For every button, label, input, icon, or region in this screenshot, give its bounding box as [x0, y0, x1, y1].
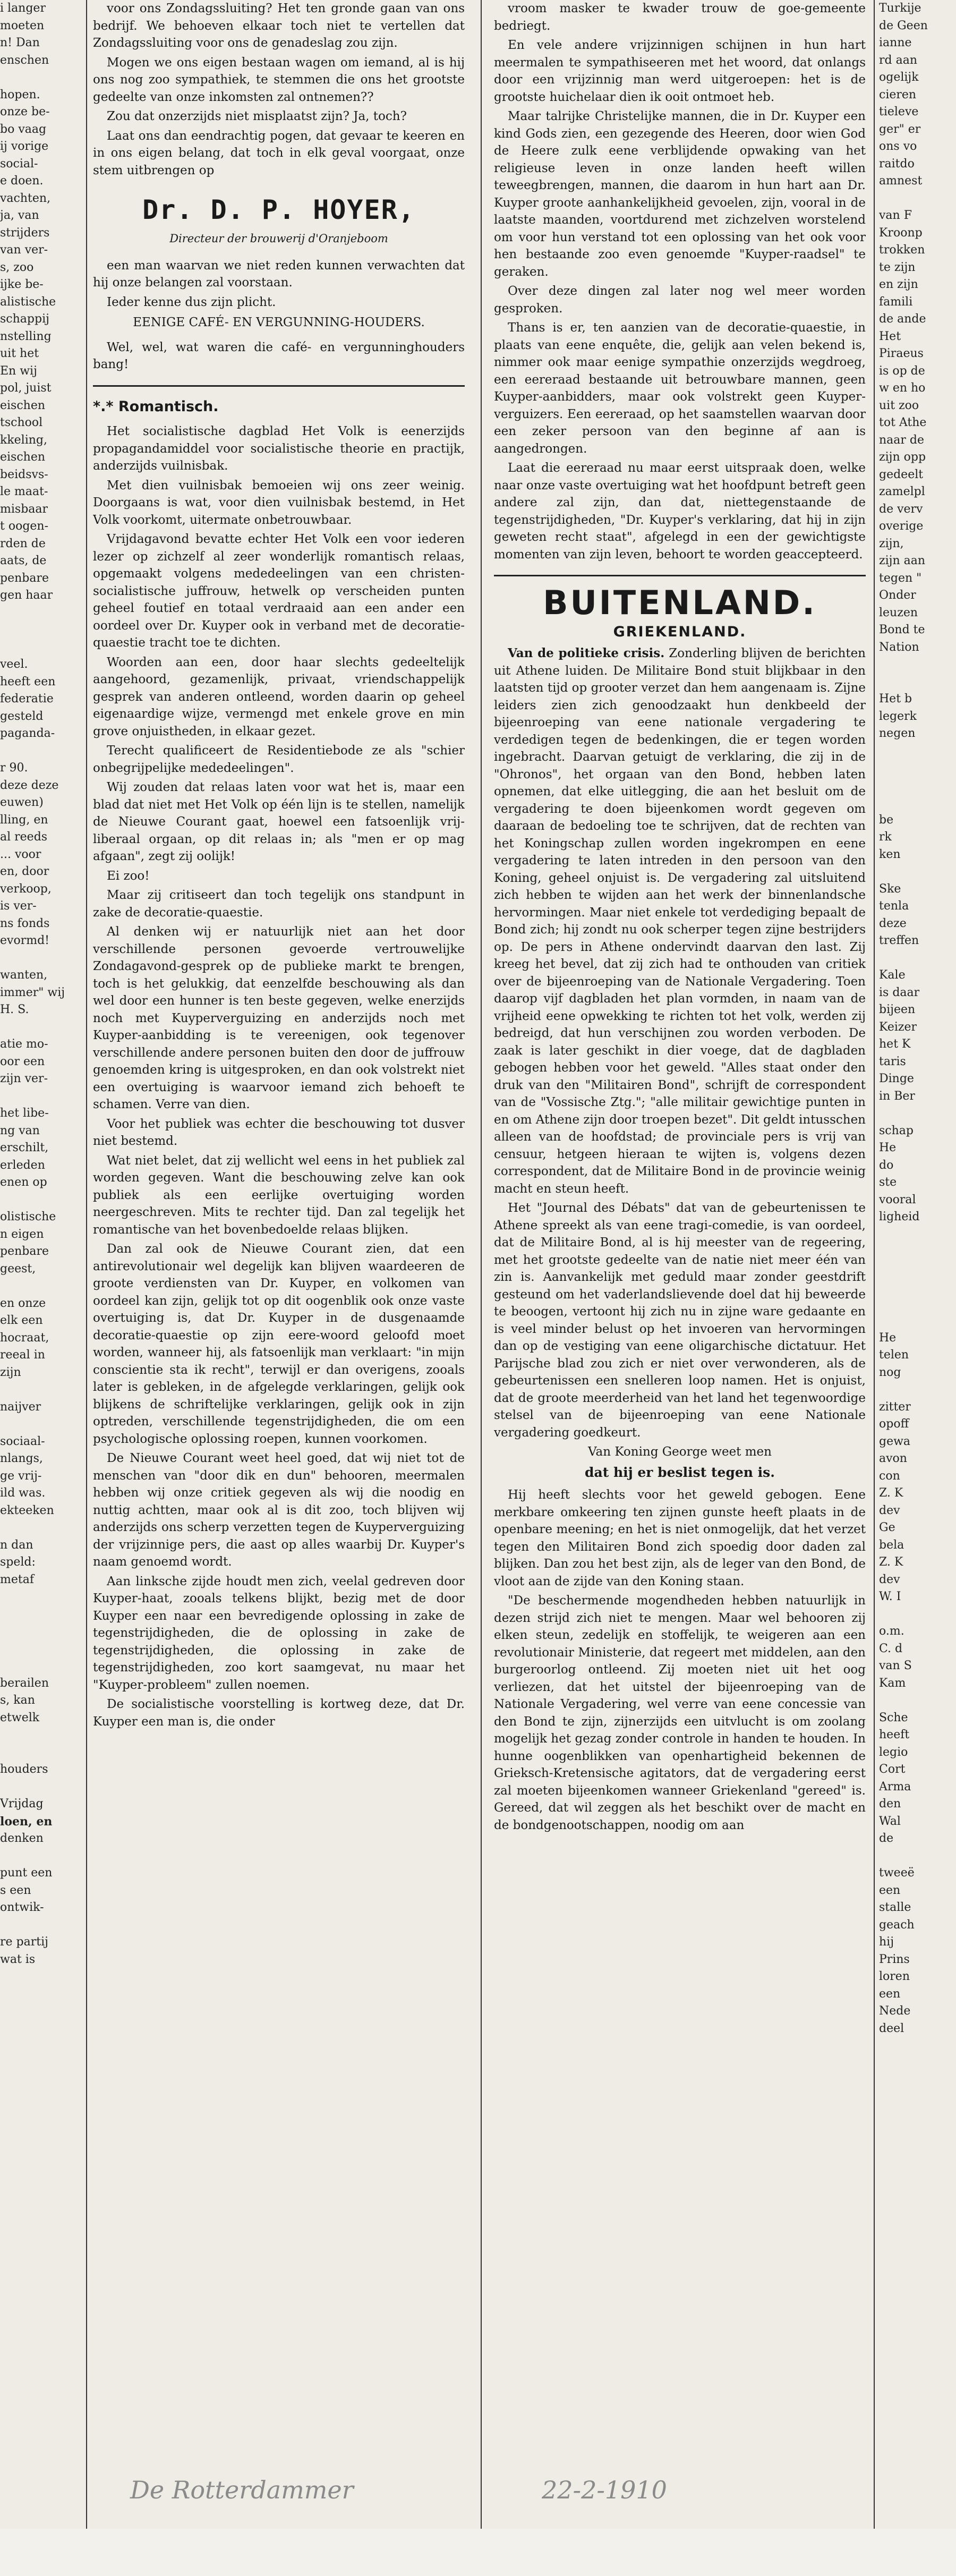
strip-line: van F	[879, 209, 912, 222]
strip-line: s, kan	[0, 1694, 35, 1707]
strip-line: gewa	[879, 1434, 911, 1448]
strip-line	[0, 1519, 85, 1537]
strip-line: Nation	[879, 640, 919, 654]
column-one	[93, 0, 465, 1732]
paragraph: De Nieuwe Courant weet heel goed, dat wij niet tot de menschen van "door dik en dun" behooren, meermalen hebben wij onze critiek gegeven als wij die noodig en nuttig achtten, maar ook al is dit zoo, toch blijven wij anderzijds ons scherp verzetten tegen de Kuyperverguizing der vrijzinnige pers, die aast op alles waarbij Dr. Kuyper's naam genoemd wordt.	[93, 1451, 465, 1569]
column-rule-right	[874, 0, 875, 2529]
strip-line: cieren	[879, 88, 917, 101]
strip-line: berailen	[0, 1676, 49, 1690]
strip-line: rk	[879, 830, 892, 844]
strip-line: tot Athe	[879, 416, 927, 429]
country-heading: GRIEKENLAND.	[613, 623, 747, 640]
paragraph: Wij zouden dat relaas laten voor wat het is, maar een blad dat niet met Het Volk op één lijn is te stellen, namelijk de Nieuwe Courant gaat, hoewel een fatsoenlijk vrij-liberaal orgaan, op dit relaas in; als "men er op mag afgaan", zegt zij oolijk!	[93, 780, 465, 863]
strip-line: van ver-	[0, 243, 48, 257]
strip-line: hopen.	[0, 88, 40, 101]
strip-line: Ske	[879, 882, 901, 896]
strip-line: ng van	[0, 1124, 40, 1137]
paragraph: Woorden aan een, door haar slechts gedeeltelijk aangehoord, gezamenlijk, privaat, vriendschappelijk gesprek van anderen ontleend, worden daarin op geheel eigenaardige wijze, vermengd met enkele grove en min grove onjuistheden, in elkaar gezet.	[93, 655, 465, 738]
strip-line	[879, 1295, 956, 1313]
strip-line	[0, 950, 85, 967]
paragraph: De socialistische voorstelling is kortweg deze, dat Dr. Kuyper een man is, die onder	[93, 1697, 465, 1729]
strip-line: zijn aan	[879, 554, 926, 567]
strip-line: re partij	[0, 1935, 48, 1949]
paragraph: Zou dat onzerzijds niet misplaatst zijn? Ja, toch?	[107, 109, 407, 123]
strip-line: uit zoo	[879, 398, 919, 412]
paragraph: Maar talrijke Christelijke mannen, die in Dr. Kuyper een kind Gods zien, een gezegende des Heeren, door wien God de Heere zulk eene verblijdende opwaking van het religieuse leven in onze landen heeft willen teweegbrengen, mannen, die daarom in hun hart aan Dr. Kuyper groote aanhankelijkheid gevoelen, zijn, vooral in de laatste maanden, voortdurend met zichzelven worstelend om voor hun verstand tot een oplossing van het ook voor hen bestaande zoo even genoemde "Kuyper-raadsel" te geraken.	[494, 109, 866, 279]
handwritten-source: De Rotterdammer	[130, 2476, 354, 2504]
paragraph: Vrijdagavond bevatte echter Het Volk een voor iederen lezer op zichzelf al zeer wonderlijk romantisch relaas, opgemaakt volgens mededeelingen van een christen-socialistische juffrouw, hetwelk op verscheiden punten geheel foutief en totaal verdraaid aan een ander een oordeel over Dr. Kuyper ook in verband met de decoratie-quaestie tracht toe te dichten.	[93, 532, 465, 650]
strip-line	[879, 1381, 956, 1399]
section-divider-2	[494, 575, 866, 576]
strip-line: Onder	[879, 589, 916, 602]
strip-line: loren	[879, 1970, 910, 1983]
strip-line	[879, 777, 956, 795]
article-king	[494, 1486, 866, 1834]
strip-line: tenla	[879, 899, 909, 913]
strip-line: denken	[0, 1832, 44, 1845]
strip-line: con	[879, 1469, 900, 1483]
strip-line: ger" er	[879, 122, 921, 136]
paragraph: Aan linksche zijde houdt men zich, veelal gedreven door Kuyper-haat, zooals telkens blijkt, bezig met de door Kuyper een naar een bevredigende oplossing in zake de tegenstrijdigheden, die de oplossing in zake de tegenstrijdigheden, die oplossing in zake de tegenstrijdigheden, zoo kort saamgevat, nu maar het "Kuyper-probleem" zullen noemen.	[93, 1574, 465, 1692]
strip-line: ste	[879, 1176, 897, 1189]
strip-line: penbare	[0, 1245, 49, 1258]
strip-line: nog	[879, 1365, 901, 1379]
strip-line: deel	[879, 2021, 904, 2035]
strip-line	[879, 674, 956, 691]
strip-line: w en ho	[879, 381, 926, 395]
strip-line: houders	[0, 1763, 48, 1776]
strip-line: het K	[879, 1038, 911, 1051]
strip-line: Arma	[879, 1780, 911, 1793]
strip-line: Kale	[879, 968, 906, 982]
strip-line	[0, 639, 85, 657]
strip-line: Sche	[879, 1711, 908, 1724]
article-romantisch	[93, 423, 465, 1730]
strip-line: eischen	[0, 398, 46, 412]
strip-line: t oogen-	[0, 520, 49, 533]
paragraph: Ei zoo!	[107, 869, 150, 883]
strip-line: Bond te	[879, 623, 925, 636]
strip-line: heeft	[879, 1728, 910, 1741]
strip-line: Z. K	[879, 1486, 903, 1500]
paragraph: En vele andere vrijzinnigen schijnen in hun hart meermalen te sympathiseeren met het woord, dat onlangs door een vrijzinnig man werd uitgeroepen: het is de grootste huichelaar dien ik ooit ontmoet heb.	[494, 38, 866, 104]
strip-line: gedeelt	[879, 467, 924, 481]
strip-line: aats, de	[0, 554, 47, 567]
strip-line: federatie	[0, 692, 54, 705]
strip-line: He	[879, 1141, 897, 1154]
strip-line: is daar	[879, 985, 920, 999]
strip-line	[879, 794, 956, 812]
strip-line: hocraat,	[0, 1331, 49, 1345]
strip-line: be	[879, 813, 894, 827]
paragraph: "De beschermende mogendheden hebben natuurlijk in dezen strijd zich niet te mengen. Maar wel behooren zij elken steun, zedelijk en stoffelijk, te weigeren aan een revolutionair Ministerie, dat regeert met middelen, aan den burgeroorlog ontleend. Zij moeten niet uit het oog verliezen, dat het uitstel der bijeenroeping van de Nationale Vergadering, wel verre van eene concessie van den Bond te zijn, zijnerzijds een uitvlucht is om zoolang mogelijk het gezag zonder controle in handen te houden. In hunne oogenblikken van openhartigheid bekennen de Grieksch-Kretensische agitators, dat de vergadering eerst zal moeten bijeenkomen wanneer Griekenland "gereed" is. Gereed, dat wil zeggen als het beschikt over de macht en de bondgenootschappen, noodig om aan	[494, 1594, 866, 1832]
strip-line: tieleve	[879, 105, 919, 118]
strip-line: Vrijdag	[0, 1797, 44, 1810]
strip-line: deze	[879, 916, 907, 930]
strip-line: moeten	[0, 19, 45, 32]
strip-line	[0, 1588, 85, 1606]
strip-line	[0, 1278, 85, 1295]
strip-line: immer" wij	[0, 985, 65, 999]
king-subheading: dat hij er beslist tegen is.	[585, 1464, 775, 1480]
strip-line: de Geen	[879, 19, 928, 32]
paragraph: Dan zal ook de Nieuwe Courant zien, dat een antirevolutionair wel degelijk kan blijven waardeeren de groote verdiensten van Dr. Kuyper, en volkomen van oordeel kan zijn, gelijk tot op dit oogenblik ook onze vaste overtuiging is, dat Dr. Kuyper in de dusgenaamde decoratie-quaestie op zijn eere-woord geloofd moet worden, wanneer hij, als fatsoenlijk man verklaart: "in mijn conscientie sta ik recht", terwijl er dan overigens, zooals later is gebleken, in de afgelegde verklaringen, gelijk ook blijkens de schriftelijke verklaringen, gelijk ook in zijn optreden, verschillende tegenstrijdigheden, die om een psychologische oplossing roepen, kunnen voorkomen.	[93, 1242, 465, 1446]
strip-line: en, door	[0, 865, 49, 878]
strip-line: leuzen	[879, 606, 918, 619]
strip-line: ns fonds	[0, 916, 50, 930]
left-cropped-column	[0, 0, 85, 1968]
strip-line: speld:	[0, 1555, 36, 1569]
strip-line: van S	[879, 1659, 912, 1672]
strip-line: tschool	[0, 416, 43, 429]
strip-line: dev	[879, 1572, 900, 1586]
strip-line: en onze	[0, 1296, 46, 1310]
strip-line: tweeë	[879, 1866, 915, 1880]
strip-line: Kam	[879, 1676, 906, 1690]
strip-line: in Ber	[879, 1089, 915, 1103]
strip-line: een	[879, 1883, 901, 1897]
strip-line: evormd!	[0, 934, 49, 947]
strip-line: W. I	[879, 1590, 901, 1603]
strip-line: vooral	[879, 1193, 916, 1206]
strip-line: wat is	[0, 1952, 36, 1966]
strip-line	[0, 69, 85, 87]
strip-line: misbaar	[0, 502, 48, 516]
strip-line: elk een	[0, 1314, 43, 1327]
strip-line: alistische	[0, 295, 56, 309]
strip-line: Cort	[879, 1763, 906, 1776]
strip-line: gesteld	[0, 709, 44, 723]
strip-line: pol, juist	[0, 381, 52, 395]
strip-line: Piraeus	[879, 347, 924, 360]
strip-line: avon	[879, 1452, 907, 1465]
strip-line: is ver-	[0, 899, 37, 913]
strip-line: raitdo	[879, 157, 915, 171]
strip-line: bo vaag	[0, 122, 47, 136]
strip-line: is op de	[879, 364, 925, 378]
strip-line: de	[879, 1832, 894, 1845]
strip-line	[879, 1692, 956, 1710]
strip-line: n eigen	[0, 1227, 44, 1241]
strip-line: zijn ver-	[0, 1072, 48, 1085]
signature-name: Dr. D. P. HOYER,	[142, 194, 415, 225]
strip-line: enschen	[0, 53, 49, 67]
strip-line: schappij	[0, 312, 49, 326]
column-rule-left	[86, 0, 87, 2529]
strip-line	[879, 1261, 956, 1278]
strip-line: s, zoo	[0, 260, 34, 274]
paragraph: Wat niet belet, dat zij wellicht wel eens in het publiek zal worden gegeven. Want die beschouwing zelve kan ook publiek als een eerlijke overtuiging worden neergeschreven. Mits te rechter tijd. Dan zal tegelijk het romantische van het bovenbedoelde relaas blijken.	[93, 1153, 465, 1237]
strip-line: ild was.	[0, 1486, 46, 1500]
editorial-comment: Wel, wel, wat waren die café- en vergunninghouders bang!	[93, 340, 465, 371]
strip-line: En wij	[0, 364, 37, 378]
strip-line: paganda-	[0, 727, 55, 740]
strip-line	[0, 1848, 85, 1865]
strip-line: reeal in	[0, 1348, 45, 1362]
lead-paragraph	[494, 645, 866, 1197]
strip-line: Keizer	[879, 1020, 917, 1034]
strip-line: erschilt,	[0, 1141, 49, 1154]
strip-line: etwelk	[0, 1711, 40, 1724]
strip-line	[879, 1606, 956, 1623]
strip-line: onze be-	[0, 105, 50, 118]
strip-line: o.m.	[879, 1625, 904, 1638]
strip-line: eischen	[0, 450, 46, 464]
paragraph: Al denken wij er natuurlijk niet aan het door verschillende personen gevoerde vertrouwelijke Zondagavond-gesprek op de publieke markt te brengen, toch is het gelukkig, dat eenzelfde beschouwing als dan wel door een hunner is ten beste gegeven, welke enerzijds noch met Kuyperverguizing en anderzijds noch met Kuyper-aanbidding is te vereenigen, ook tegenover verschillende andere personen buiten den door de juffrouw genoemden kring is uitgesproken, en dan ook volstrekt niet een overtuiging is waarvoor iemand zich behoeft te schamen. Verre van dien.	[93, 925, 465, 1111]
strip-line: atie mo-	[0, 1038, 48, 1051]
paragraph: Laat die eereraad nu maar eerst uitspraak doen, welke naar onze vaste overtuiging wat het hoofdpunt betreft geen andere zal zijn, dan dat, niettegenstaande de tegenstrijdigheden, "Dr. Kuyper's verklaring, dat hij in zijn geweten recht staat", afgelegd in een der gewichtigste momenten van zijn leven, behoort te worden geaccepteerd.	[494, 461, 866, 562]
strip-line: Turkije	[879, 2, 921, 15]
strip-line: en zijn	[879, 278, 918, 291]
strip-line	[879, 863, 956, 881]
strip-line: de verv	[879, 502, 923, 516]
strip-line: do	[879, 1158, 894, 1172]
strip-line	[879, 1105, 956, 1123]
section-title: *.* Romantisch.	[93, 398, 219, 415]
strip-line: te zijn	[879, 260, 916, 274]
strip-line: nstelling	[0, 329, 52, 343]
strip-line: famili	[879, 295, 913, 309]
letter-intro	[93, 0, 465, 179]
strip-line: H. S.	[0, 1003, 29, 1016]
strip-line: taris	[879, 1055, 906, 1068]
strip-line	[879, 1226, 956, 1244]
strip-line: lling, en	[0, 813, 48, 827]
strip-line: ekteeken	[0, 1503, 54, 1517]
strip-line: Kroonp	[879, 226, 923, 240]
paragraph: Het "Journal des Débats" dat van de gebeurtenissen te Athene spreekt als van eene tragi-comedie, is van oordeel, dat de Militaire Bond, al is hij meester van de regeering, met het grootste gedeelte van de natie niet meer één van zin is. Aanvankelijk met geduld maar zonder geestdrift gesteund om het vaderlandslievende doel dat hij beweerde te beoogen, vertoont hij zich nu in zijne ware gedaante en is veel minder belust op het invoeren van hervormingen dan op de vestiging van eene oligarchische dictatuur. Het Parijsche blad zou zich er niet over verwonderen, als de gebeurtenissen een snelleren loop namen. Het is onjuist, dat de groote meerderheid van het land het tegenwoordige stelsel van de bijeenroeping van eene Nationale vergadering goedkeurt.	[494, 1201, 866, 1440]
strip-line: trokken	[879, 243, 925, 257]
paragraph: een man waarvan we niet reden kunnen verwachten dat hij onze belangen zal voorstaan.	[93, 258, 465, 290]
strip-line: amnest	[879, 174, 923, 188]
strip-line: overige	[879, 520, 924, 533]
strip-line: Nede	[879, 2004, 911, 2018]
strip-line: Wal	[879, 1814, 901, 1828]
strip-line: zijn,	[879, 537, 904, 550]
strip-line: rd aan	[879, 53, 917, 67]
strip-line: de ande	[879, 312, 926, 326]
strip-line: vachten,	[0, 191, 51, 205]
strip-line: strijders	[0, 226, 50, 240]
strip-line: opoff	[879, 1417, 909, 1431]
strip-line: le maat-	[0, 485, 48, 498]
strip-line: verkoop,	[0, 882, 52, 896]
strip-line: He	[879, 1331, 897, 1345]
page-margin-bottom	[0, 2529, 956, 2576]
paragraph: Thans is er, ten aanzien van de decoratie-quaestie, in plaats van eene enquête, die, gelijk aan velen bekend is, nimmer ook maar eenige sympathie onzerzijds wegdroeg, een eereraad bestaande uit betrouwbare mannen, geen Kuyper-aanbidders, maar ook volstrekt geen Kuyper-verguizers. Een eereraad, op het saamstellen waarvan door een zeker persoon van den beginne af aan is aangedrongen.	[494, 321, 866, 456]
strip-line: enen op	[0, 1176, 47, 1189]
strip-line: bela	[879, 1538, 904, 1552]
strip-line: ja, van	[0, 209, 39, 222]
strip-line: ianne	[879, 36, 912, 49]
strip-line	[0, 1088, 85, 1106]
strip-line: oor een	[0, 1055, 45, 1068]
strip-line: beidsvs-	[0, 467, 48, 481]
article-continued	[494, 0, 866, 563]
strip-line: olistische	[0, 1210, 56, 1223]
strip-line	[879, 743, 956, 760]
strip-line: tegen "	[879, 571, 922, 585]
strip-line: Dinge	[879, 1072, 914, 1085]
strip-line: uit het	[0, 347, 39, 360]
strip-line	[0, 1606, 85, 1623]
section-divider	[93, 385, 465, 387]
strip-line: r 90.	[0, 761, 28, 775]
strip-line: zamelpl	[879, 485, 925, 498]
strip-line: ons vo	[879, 140, 917, 153]
paragraph: Het socialistische dagblad Het Volk is eenerzijds propagandamiddel voor socialistische theorie en practijk, anderzijds vuilnisbak.	[93, 424, 465, 473]
strip-line: zijn opp	[879, 450, 926, 464]
strip-line: ontwik-	[0, 1901, 44, 1914]
strip-line	[879, 1848, 956, 1865]
strip-line	[879, 1278, 956, 1295]
strip-line	[879, 1312, 956, 1330]
article-greece	[494, 1200, 866, 1441]
strip-line: ligheid	[879, 1210, 920, 1223]
lead-text: Zonderling blijven de berichten uit Athene luiden. De Militaire Bond stuit blijkbaar in den laatsten tijd op grooter verzet dan hem aangenaam is. Zijne leiders zien zich genoodzaakt hun denkbeeld der bijeenroeping van eene nationale vergadering te verdedigen tegen de bedenkingen, die er tegen worden ingebracht. Daarvan getuigt de verklaring, die zij in de "Ohronos", het orgaan van den Bond, hebben laten opnemen, dat elke uitlegging, die aan het besluit om de vergadering te doen bijeenkomen wordt gegeven om daaraan de bedoeling toe te schrijven, dat de rechten van het Koningschap zullen worden ingekrompen en eene vergadering te laten intreden in den persoon van den Koning, geheel onjuist is. De vergadering zal uitsluitend zich hebben te wijden aan het werk der binnenlandsche hervormingen. Maar niet enkele tot verdediging bepaalt de Bond zich; hij zondt nu ook scherper tegen zijne bestrijders op. De pers in Athene ondervindt daarvan den last. Zij kreeg het bevel, dat zij zich had te onthouden van critiek over de bijeenroeping van de Nationale Vergadering. Toen daarop vijf dagbladen het plan vormden, in naam van de vrijheid eene opwekking te richten tot het volk, werden zij bedreigd, dat hun verschijnen zou worden verboden. De zaak is later geschikt in dier voege, dat de dagbladen gebogen hebben voor het geweld. "Alles staat onder den druk van den "Militairen Bond", schrijft de correspondent van de "Vossische Ztg."; "alle militair gewichtige punten in en om Athene zijn door troepen bezet". Dit geldt intusschen alleen van de hoofdstad; de provinciale pers is vrij van censuur, hetgeen hieraan te wijten is, volgens dezen correspondent, dat de Militaire Bond in de provincie weinig macht en steun heeft.	[494, 647, 866, 1196]
strip-line: s een	[0, 1883, 31, 1897]
strip-line: penbare	[0, 571, 49, 585]
strip-line: euwen)	[0, 796, 44, 809]
strip-line: ij vorige	[0, 140, 49, 153]
strip-line: metaf	[0, 1572, 34, 1586]
strip-line: dev	[879, 1503, 900, 1517]
column-two	[494, 0, 866, 1836]
strip-line: n dan	[0, 1538, 33, 1552]
column-rule-middle	[481, 0, 482, 2529]
strip-line	[0, 1416, 85, 1433]
strip-line: punt een	[0, 1866, 53, 1880]
strip-line: n! Dan	[0, 36, 40, 49]
paragraph: Voor het publiek was echter die beschouwing tot dusver niet bestemd.	[93, 1117, 465, 1148]
paragraph: Hij heeft slechts voor het geweld gebogen. Eene merkbare omkeering ten zijnen gunste heeft plaats in de openbare meening; en het is niet onmogelijk, dat het verzet tegen den Militairen Bond zich spoedig door daden zal blijken. Dan zou het best zijn, als de leger van den Bond, de vloot aan de zijde van den Koning staan.	[494, 1488, 866, 1588]
strip-line: ... voor	[0, 847, 41, 861]
strip-line: Ge	[879, 1521, 895, 1534]
strip-line: hij	[879, 1935, 894, 1949]
paragraph: Terecht qualificeert de Residentiebode ze als "schier onbegrijpelijke mededeelingen".	[93, 744, 465, 775]
strip-line: kkeling,	[0, 433, 47, 447]
paragraph: vroom masker te kwader trouw de goe-gemeente bedriegt.	[494, 2, 866, 33]
paragraph: Over deze dingen zal later nog wel meer worden gesproken.	[494, 284, 866, 316]
strip-line	[879, 656, 956, 674]
paragraph: voor ons Zondagssluiting? Het ten gronde gaan van ons bedrijf. We behoeven elkaar toch niet te vertellen dat Zondagssluiting voor ons de genadeslag zou zijn.	[93, 2, 465, 50]
strip-line: geest,	[0, 1262, 36, 1276]
strip-line: naar de	[879, 433, 925, 447]
strip-line: sociaal-	[0, 1434, 45, 1448]
strip-line: negen	[879, 727, 916, 740]
paragraph: Laat ons dan eendrachtig pogen, dat gevaar te keeren en in ons eigen belang, dat toch in elk geval voorgaat, onze stem uitbrengen op	[93, 129, 465, 177]
strip-line: Z. K	[879, 1555, 903, 1569]
strip-line: veel.	[0, 658, 28, 671]
handwritten-date: 22-2-1910	[542, 2476, 667, 2504]
paragraph: Maar zij critiseert dan toch tegelijk ons standpunt in zake de decoratie-quaestie.	[93, 888, 465, 920]
strip-line: ken	[879, 847, 901, 861]
lead-title: Van de politieke crisis.	[508, 646, 665, 660]
strip-line	[879, 950, 956, 967]
strip-line: zitter	[879, 1400, 911, 1414]
strip-line: treffen	[879, 934, 919, 947]
strip-line	[879, 760, 956, 777]
strip-line: bijeen	[879, 1003, 916, 1016]
strip-line: nlangs,	[0, 1452, 43, 1465]
signature-title: Directeur der brouwerij d'Oranjeboom	[169, 232, 388, 245]
strip-line: i langer	[0, 2, 46, 15]
strip-line: ge vrij-	[0, 1469, 42, 1483]
paragraph: Ieder kenne dus zijn plicht.	[107, 295, 276, 309]
strip-line: C. d	[879, 1642, 903, 1655]
paragraph: Mogen we ons eigen bestaan wagen om iemand, al is hij ons nog zoo sympathiek, te stemmen die ons het grootste gedeelte van onze inkomsten zal ontnemen??	[93, 55, 465, 104]
strip-line: al reeds	[0, 830, 48, 844]
strip-line: social-	[0, 157, 38, 171]
strip-line: Het	[879, 329, 901, 343]
strip-line	[879, 190, 956, 208]
strip-line: naijver	[0, 1400, 41, 1414]
strip-line	[0, 1640, 85, 1658]
strip-line	[0, 605, 85, 622]
strip-line	[0, 622, 85, 639]
king-intro: Van Koning George weet men	[588, 1445, 772, 1459]
organisation-name: EENIGE CAFÉ- EN VERGUNNING-HOUDERS.	[133, 316, 425, 329]
strip-line: telen	[879, 1348, 909, 1362]
strip-line: zijn	[0, 1365, 21, 1379]
strip-line	[0, 1727, 85, 1744]
letter-after-signature	[93, 257, 465, 311]
strip-line: den	[879, 1797, 901, 1810]
strip-line: schap	[879, 1124, 914, 1137]
strip-line: loen, en	[0, 1814, 53, 1829]
strip-line: een	[879, 1987, 901, 2001]
strip-line	[0, 743, 85, 760]
strip-line	[0, 1019, 85, 1036]
strip-line: erleden	[0, 1158, 45, 1172]
paragraph: Met dien vuilnisbak bemoeien wij ons zeer weinig. Doorgaans is wat, voor dien vuilnisbak bestemd, in Het Volk voorkomt, uitermate onbetrouwbaar.	[93, 478, 465, 527]
strip-line: e doen.	[0, 174, 44, 188]
strip-line	[0, 1192, 85, 1209]
strip-line	[0, 1657, 85, 1675]
foreign-news-heading: BUITENLAND.	[543, 583, 817, 622]
strip-line: heeft een	[0, 675, 56, 688]
strip-line: Het b	[879, 692, 912, 705]
strip-line: legerk	[879, 709, 917, 723]
strip-line	[0, 1623, 85, 1640]
strip-line: wanten,	[0, 968, 48, 982]
right-cropped-column	[879, 0, 956, 2037]
strip-line: deze deze	[0, 778, 59, 792]
strip-line: Prins	[879, 1952, 910, 1966]
strip-line	[0, 1779, 85, 1796]
strip-line: ijke be-	[0, 278, 44, 291]
strip-line	[0, 1381, 85, 1399]
strip-line: rden de	[0, 537, 46, 550]
strip-line	[0, 1744, 85, 1762]
strip-line	[879, 1243, 956, 1261]
strip-line: ogelijk	[879, 71, 919, 84]
strip-line: gen haar	[0, 589, 53, 602]
strip-line: stalle	[879, 1901, 911, 1914]
strip-line	[0, 1917, 85, 1934]
strip-line: het libe-	[0, 1107, 49, 1120]
strip-line: legio	[879, 1745, 908, 1759]
strip-line: geach	[879, 1918, 915, 1932]
